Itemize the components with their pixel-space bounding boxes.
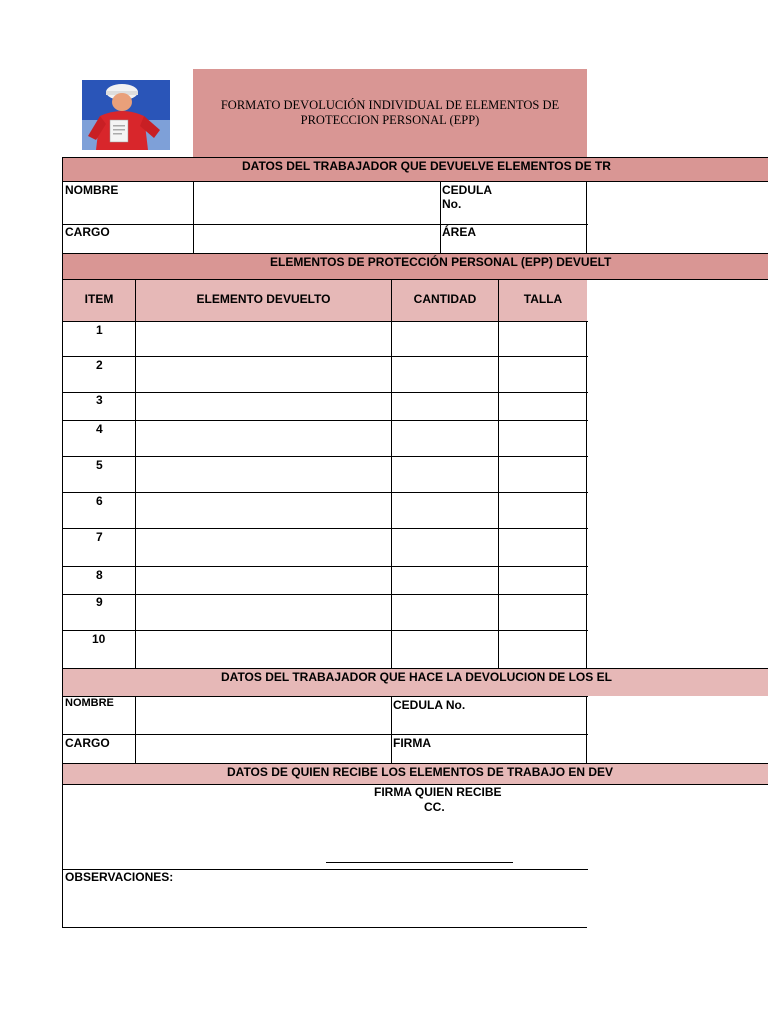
returner-cedula-label: CEDULA No. — [393, 698, 466, 712]
section-receiver-band — [62, 763, 768, 785]
section-worker-title: DATOS DEL TRABAJADOR QUE DEVUELVE ELEMENTOS DE TR — [242, 159, 611, 173]
receiver-firma-label: FIRMA QUIEN RECIBE — [374, 785, 502, 799]
worker-illustration-icon — [82, 80, 170, 150]
table-row-item-3: 3 — [96, 393, 103, 407]
form-title-line-1: FORMATO DEVOLUCIÓN INDIVIDUAL DE ELEMENTOS DE — [220, 98, 560, 112]
worker-cargo-field[interactable] — [194, 225, 440, 253]
company-logo — [82, 80, 170, 150]
header-talla: TALLA — [523, 292, 563, 306]
returner-nombre-field[interactable] — [136, 697, 391, 734]
header-item: ITEM — [84, 292, 114, 306]
worker-nombre-label: NOMBRE — [65, 183, 119, 197]
returner-firma-label: FIRMA — [393, 736, 431, 750]
table-row-item-8: 8 — [96, 568, 103, 582]
table-row-item-4: 4 — [96, 422, 103, 436]
section-receiver-title: DATOS DE QUIEN RECIBE LOS ELEMENTOS DE TRABAJO EN DEV — [227, 765, 614, 779]
table-row-item-10: 10 — [92, 632, 106, 646]
returner-nombre-label: NOMBRE — [65, 697, 114, 709]
section-worker-band — [62, 157, 768, 182]
worker-cedula-label-line-1: CEDULA — [442, 183, 492, 197]
section-return-title: DATOS DEL TRABAJADOR QUE HACE LA DEVOLUCION DE LOS EL — [221, 670, 612, 684]
receiver-block — [62, 785, 587, 928]
section-return-band — [62, 668, 768, 696]
returner-cargo-field[interactable] — [136, 735, 391, 764]
worker-data-grid — [62, 182, 587, 253]
worker-nombre-field[interactable] — [194, 182, 440, 224]
receiver-cc-label: CC. — [424, 800, 445, 814]
observaciones-label: OBSERVACIONES: — [65, 870, 174, 884]
worker-cedula-label — [442, 183, 492, 211]
table-row-item-7: 7 — [96, 530, 103, 544]
header-cantidad: CANTIDAD — [413, 292, 477, 306]
returner-data-grid — [62, 696, 587, 764]
title-band — [193, 69, 587, 158]
section-epp-title: ELEMENTOS DE PROTECCIÓN PERSONAL (EPP) DEVUELT — [270, 255, 612, 269]
header-elemento-devuelto: ELEMENTO DEVUELTO — [196, 292, 331, 306]
worker-area-label: ÁREA — [442, 225, 477, 239]
receiver-signature-line[interactable] — [326, 862, 513, 863]
form-title-line-2: PROTECCION PERSONAL (EPP) — [300, 113, 480, 127]
table-row-item-1: 1 — [96, 323, 103, 337]
table-row-item-5: 5 — [96, 458, 103, 472]
returner-cargo-label: CARGO — [65, 736, 110, 750]
table-row-item-9: 9 — [96, 595, 103, 609]
worker-cedula-label-line-2: No. — [442, 197, 462, 211]
table-row-item-6: 6 — [96, 494, 103, 508]
table-row-item-2: 2 — [96, 358, 103, 372]
epp-table — [62, 280, 587, 669]
observaciones-field[interactable] — [63, 885, 588, 927]
section-epp-band — [62, 253, 768, 280]
form-title — [193, 98, 587, 128]
worker-cargo-label: CARGO — [65, 225, 110, 239]
